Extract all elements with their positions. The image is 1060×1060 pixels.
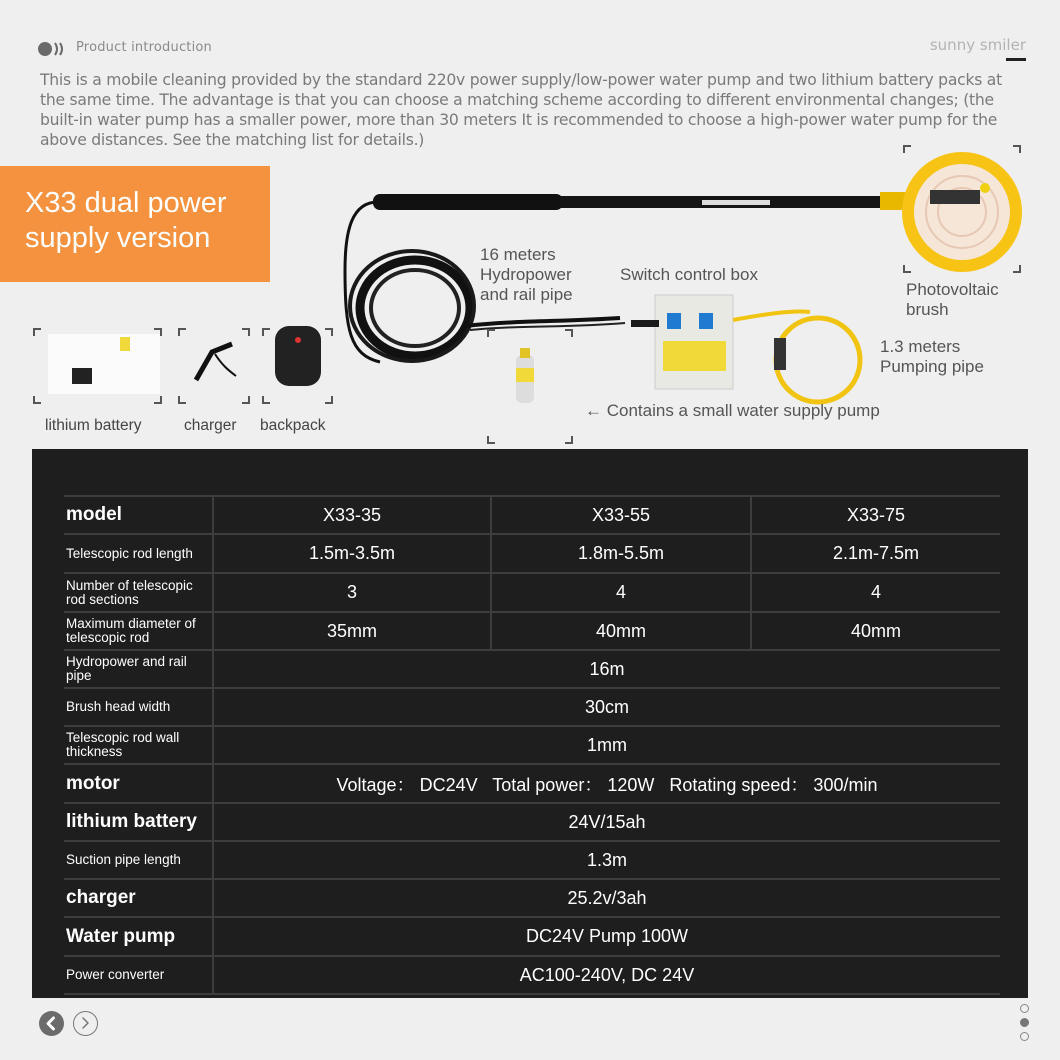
row-key: Number of telescopic rod sections [64,573,213,612]
header-cell: X33-55 [491,496,751,534]
section-title: Product introduction [76,40,212,55]
table-row [64,650,1000,688]
brush-label: Photovoltaic brush [906,280,999,319]
accessory-backpack: backpack [260,417,326,434]
row-cell: 40mm [751,612,1000,650]
header-key: model [64,496,213,534]
spec-table [64,495,1000,995]
section-header [38,38,1026,60]
table-header-row [64,496,1000,534]
row-key: Brush head width [64,688,213,726]
chevron-right-icon [74,1012,96,1034]
row-key: Telescopic rod wall thickness [64,726,213,764]
accessory-charger: charger [184,417,237,434]
next-button[interactable] [73,1011,98,1036]
table-row [64,534,1000,573]
table-row [64,956,1000,994]
prev-button[interactable] [39,1011,64,1036]
table-row [64,612,1000,650]
banner-line-1: X33 dual power [25,187,227,219]
header-cell: X33-35 [213,496,491,534]
brand-underline [1006,58,1026,61]
chevron-left-icon [39,1011,64,1036]
page-dot-2-active[interactable] [1020,1018,1029,1027]
sound-wave-icon [38,41,68,57]
row-cell: 2.1m-7.5m [751,534,1000,573]
row-key: Suction pipe length [64,841,213,879]
row-cell: 40mm [491,612,751,650]
row-cell-merged: 1mm [213,726,1000,764]
row-cell: 3 [213,573,491,612]
row-cell: 4 [751,573,1000,612]
row-cell: 35mm [213,612,491,650]
table-row [64,688,1000,726]
banner-line-2: supply version [25,222,211,254]
accessory-lithium-battery: lithium battery [45,417,142,434]
table-row [64,917,1000,956]
row-cell-merged: AC100-240V, DC 24V [213,956,1000,994]
row-key: Power converter [64,956,213,994]
row-key: lithium battery [64,803,213,841]
row-cell-merged: DC24V Pump 100W [213,917,1000,956]
row-key: charger [64,879,213,917]
table-row [64,726,1000,764]
pump-note: ← Contains a small water supply pump [585,401,880,420]
row-cell-merged: 16m [213,650,1000,688]
table-row [64,573,1000,612]
pumping-pipe-label: 1.3 meters Pumping pipe [880,337,984,376]
switch-box-label: Switch control box [620,265,758,284]
row-key: Telescopic rod length [64,534,213,573]
row-key: Hydropower and rail pipe [64,650,213,688]
table-row [64,803,1000,841]
page-dot-1[interactable] [1020,1004,1029,1013]
row-key: motor [64,764,213,803]
header-cell: X33-75 [751,496,1000,534]
row-cell: 1.5m-3.5m [213,534,491,573]
row-key: Water pump [64,917,213,956]
intro-paragraph: This is a mobile cleaning provided by the standard 220v power supply/low-power water pump and two lithium battery packs at the same time. The advantage is that you can choose a matching scheme according to different environmental changes; (the built-in water pump has a smaller power, more than 30 meters It is recommended to choose a high-power water pump for the above distances. See the matching list for details.) [40,71,1002,149]
page-dot-3[interactable] [1020,1032,1029,1041]
row-cell: 1.8m-5.5m [491,534,751,573]
table-row [64,764,1000,803]
table-row [64,879,1000,917]
hose-label: 16 meters Hydropower and rail pipe [480,245,573,304]
pagination-dots [1020,1004,1032,1046]
row-cell-merged: 25.2v/3ah [213,879,1000,917]
row-cell-merged: 30cm [213,688,1000,726]
version-banner [0,166,270,282]
row-key: Maximum diameter of telescopic rod [64,612,213,650]
row-cell-merged: Voltage： DC24V Total power： 120W Rotating speed： 300/min [213,764,1000,803]
row-cell: 4 [491,573,751,612]
brand-name: sunny smiler [929,36,1026,54]
row-cell-merged: 24V/15ah [213,803,1000,841]
spec-panel [32,449,1028,998]
row-cell-merged: 1.3m [213,841,1000,879]
table-row [64,841,1000,879]
